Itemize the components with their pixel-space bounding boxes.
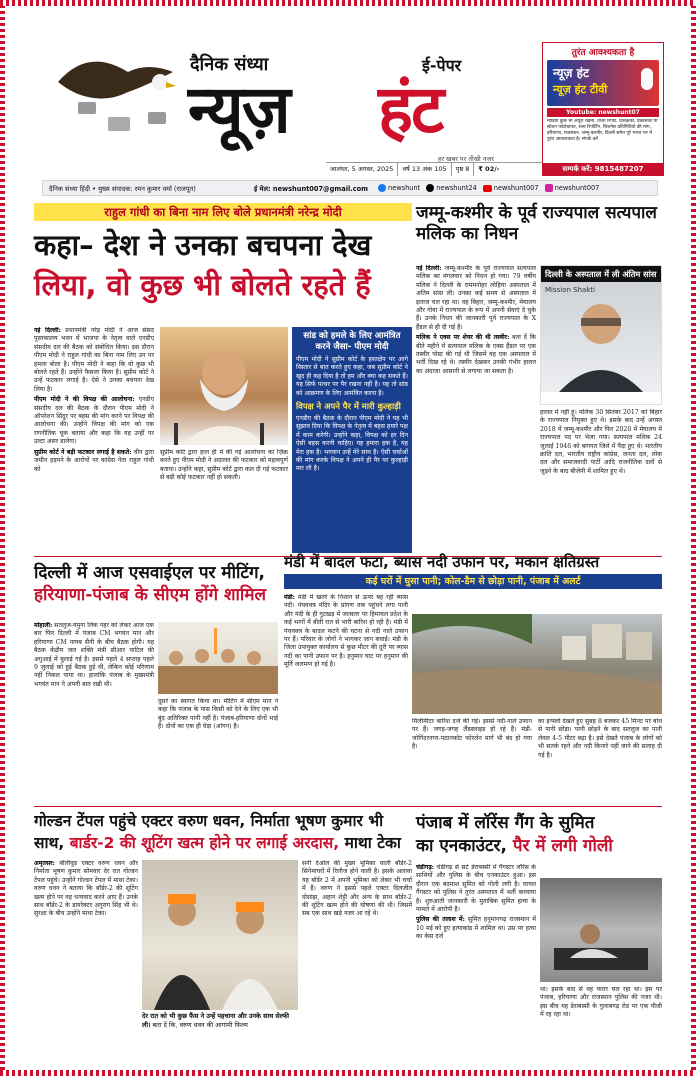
youtube-icon	[483, 185, 492, 192]
bottom-border	[0, 1070, 696, 1076]
actor-photo	[142, 860, 298, 1010]
ad-youtube: Youtube: newshunt07	[547, 108, 659, 117]
headline-part: माथा टेका	[344, 834, 401, 852]
box-subhead: विपक्ष ने अपने पैर में मारी कुल्हाड़ी	[296, 401, 401, 412]
right-border	[691, 6, 696, 1070]
headline-part: पैर में लगी गोली	[512, 836, 613, 856]
ad-title: तुरंत आवश्यकता है	[543, 43, 663, 58]
paragraph: नई दिल्ली: जम्मू-कश्मीर के पूर्व राज्यपाल सत्यपाल मलिक का मंगलवार को निधन हो गया। 79 वर्षीय मलिक ने दिल्ली के राममनोहर लोहिया अस्पताल में अंतिम सांस ली। उनका कई समय से अस्पताल में इलाज चल रहा था। वह बिहार, जम्मू-कश्मीर, मेघालय और गोवा में राज्यपाल के रूप में अपनी सेवाएं दे चुके हैं। उनके निधन की जानकारी पूर्व राज्यपाल के X हैंडल से ही दी गई है।	[416, 265, 536, 331]
email-line: ई मेल: newshunt007@gmail.com	[254, 184, 369, 193]
year-issue: वर्ष 13 अंक 105	[398, 163, 451, 176]
tagline: हर खबर पर तीखी नजर	[438, 155, 494, 163]
story-headline: जम्मू-कश्मीर के पूर्व राज्यपाल सत्यपाल मलिक का निधन	[416, 203, 657, 244]
facebook-icon	[378, 184, 386, 192]
paragraph: चंडीगढ़: चंडीगढ़ से सटे डेराबस्सी में गैंगस्टर लॉरेंस के साथियों और पुलिस के बीच एनकाउंटर हुआ। इस दौरान एक बदमाश सुमित को गोली लगी है। घायल गैंगस्टर को पुलिस ने तुरंत अस्पताल में भर्ती करवाया है। शुरुआती जानकारी के मुताबिक सुमित हत्या के मामले में आरोपी है।	[416, 864, 536, 914]
story-headline-b: लिया, वो कुछ भी बोलते रहते हैं	[34, 268, 371, 302]
paragraph: नई दिल्ली: प्रधानमंत्री नरेंद्र मोदी ने आज संसद पुस्तकालय भवन में भाजपा के नेतृत्व वाले एनडीए संसदीय दल की बैठक को संबोधित किया। इस दौरान पीएम मोदी ने राहुल गांधी का बिना नाम लिए उन पर हमला बोला है। पीएम मोदी ने कहा कि वो कुछ भी बोलते रहते हैं। उन्होंने फैसला किया है। सुप्रीम कोर्ट ने उन्हें फटकार लगाई है। ऐसे ने उनका बचपना देख लिया है।	[34, 327, 154, 393]
story-text-col2: दूसरे का स्वागत किया था। मीटिंग में सीएम मान ने कहा कि पंजाब के पास किसी को देने के लिए एक भी बूंद अतिरिक्त पानी नहीं है। पंजाब-हरियाणा दोनों भाई हैं। दोनों का एक ही घेड़ा (आंगन) है।	[158, 698, 278, 731]
paragraph: सुप्रीम कोर्ट ने बड़ी फटकार लगाई है सकते: चीन द्वारा जमीन हड़पने के आरोपों पर कांग्रेस नेता राहुल गांधी को	[34, 448, 154, 473]
box-text2: एनडीए की बैठक के दौरान पीएम मोदी ने यह भी सुझाव दिया कि विपक्ष के नेतृत्व में बहस हमारे पक्ष में काम करेगी। उन्होंने कहा, विपक्ष को हर दिन ऐसी बहस करनी चाहिए। यह हमारा हक है, यह मेरा हक है। भगवान उन्हें मेरे साथ है। ऐसी चर्चाओं की मांग करके विपक्ष ने अपने ही पैर पर कुल्हाड़ी मार ली है।	[296, 415, 408, 473]
box-title: सांड को हमले के लिए आमंत्रित करने जैसा- पीएम मोदी	[303, 331, 401, 352]
story-modi	[34, 203, 412, 555]
photo-badge: दिल्ली के अस्पताल में ली अंतिम सांस	[541, 266, 661, 282]
date: जालंधर, 5 अगस्त, 2025	[326, 163, 398, 176]
pages: पृष्ठ 8	[452, 163, 475, 176]
caption-tail: बता दें कि, वरुण धवन की आगामी फिल्म	[152, 1020, 248, 1029]
ad-contact: सम्पर्क करें: 9815487207	[543, 163, 663, 175]
story-headline-a: दिल्ली में आज एसवाईएल पर मीटिंग,	[34, 563, 265, 583]
story-text-col2: मिलीमीटर बारिश दर्ज की गई। इससे नदी-नाले उफान पर हैं। जगह-जगह लैंडस्लाइड हो रहे हैं। मंडी-जोगिंदरनगर-पठानकोट फोरलेन मार्ग भी बंद हो गया है।	[412, 718, 532, 751]
headline-part: बार्डर-2 की शूटिंग खत्म होने पर लगाई अरदास,	[69, 834, 340, 852]
social-handle: newshunt	[388, 184, 421, 192]
headline-part: का एनकाउंटर,	[416, 836, 507, 856]
recruitment-ad	[542, 42, 664, 176]
story-headline-a: गोल्डन टेंपल पहुंचे एक्टर वरुण धवन, निर्माता भूषण कुमार भी	[34, 812, 384, 830]
story-text-col1	[34, 327, 154, 553]
malik-photo	[540, 265, 662, 405]
story-text-col2: सुप्रीम कोर्ट द्वारा हाल ही में की गई आलोचना का ज़िक्र करते हुए पीएम मोदी ने अदालत की फटकार को महत्वपूर्ण बताया। उन्होंने कहा, सुप्रीम कोर्ट द्वारा कल दी गई फटकार से बड़ी कोई फटकार नहीं हो सकती।	[160, 449, 288, 482]
story-text-col1	[34, 860, 138, 1060]
story-headline-line2	[416, 835, 662, 858]
masthead	[8, 8, 688, 178]
left-border	[0, 6, 5, 1070]
paragraph: मंडी: मंडी में खतरे के निशान से ऊपर बह रही ब्यास नदी। पंचवक्त्र मंदिर के प्रांगण तक पहुंचने लगा पानी और मंदी के ही गुटखड़ में जलस्तर पर हिमाचल प्रदेश के कई भागों में बीती रात से भारी बारिश हो रही है। मंडी में पंचवक्त्र के बादल फटने की घटना से नदी नाले उफान पर हैं। परिवार के लोगों ने भागकर जान बचाई। मंडी के जिला उपायुक्त कार्यालय से कुछ मीटर की दूरी पर ब्यास नदी का पानी उफान पर है। हनुमान घाट पर हनुमान की मूर्ति जलमग्न हो गई है।	[284, 594, 408, 669]
story-headline-b: हरियाणा-पंजाब के सीएम होंगे शामिल	[34, 585, 267, 605]
top-border	[0, 0, 696, 6]
story-text-col2: सनी देओल की मुख्य भूमिका वाली बॉर्डर-2 सिनेमाघरों में रिलीज होने वाली है। इसके अलावा यह बॉर्डर 2 में अपनी भूमिका को लेकर भी चर्चा में हैं। वरुण ने इससे पहले एक्टर दिलजीत दोसांझ, अहान शेट्टी और अन्य के साथ बॉर्डर-2 की शूटिंग खत्म होने की घोषणा की थी। जिसमें सब एक साथ खड़े नजर आ रहे थे।	[302, 860, 412, 918]
story-syl	[34, 562, 278, 804]
story-headline-a: पंजाब में लॉरेंस गैंग के सुमित	[416, 813, 595, 833]
epaper-label: ई-पेपर	[422, 56, 462, 75]
paragraph: मलिक ने एक्स पर शेयर की थी तस्वीर: बता दें कि बीते महीने में सत्यपाल मलिक के एक्स हैंडल पर एक तस्वीर पोस्ट की गई थी जिसमें वह एक अस्पताल में भर्ती दिख रहे थे। तस्वीर देखकर उनकी गंभीर हालत का अंदाजा आसानी से लगाया जा सकता है।	[416, 334, 536, 375]
story-headline: मंडी में बादल फटा, ब्यास नदी उफान पर, मकान क्षतिग्रस्त	[284, 553, 600, 571]
separator	[34, 806, 662, 807]
x-icon	[426, 184, 434, 192]
social-handle: newshunt24	[436, 184, 477, 192]
modi-sidebar-box	[292, 327, 412, 553]
microphone-icon	[641, 68, 653, 90]
story-encounter	[416, 812, 662, 1062]
paragraph: पीएम मोदी ने की विपक्ष की आलोचना: एनडीए संसदीय दल की बैठक के दौरान पीएम मोदी ने ऑपरेशन सिंदूर पर बहस की मांग करने पर विपक्ष की आलोचना की। उन्होंने विपक्ष की मांग को एक रणनीतिक चूक बताया और कहा कि यह उन्हीं पर उल्टा असर डालेगा।	[34, 396, 154, 446]
editor-line: दैनिक संध्या हिंदी • मुख्य संपादक: रमन कुमार वर्मा (राजपूत)	[49, 184, 196, 193]
story-text-col3: का इन्फ्लो देखते हुए सुबह 8 बजकर 45 मिनट पर बांध से पानी छोड़ा। पानी छोड़ने के बाद सतलुज का पानी लेवल 4-5 मीटर बढ़ा है। इसे देखते पंजाब के लोगों को भी सतर्क रहने और नदी किनारे नहीं जाने की सलाह दी गई है।	[538, 718, 662, 759]
price: ₹ 02/-	[478, 165, 500, 173]
paragraph: मोहाली: सतलुज-यमुना लिंक नहर को लेकर आज एक बार फिर दिल्ली में पंजाब CM भगवंत मान और हरियाणा CM नायब सैनी के बीच बैठक होगी। यह बैठक केंद्रीय जल शक्ति मंत्री सीआर पाटिल की अगुआई में बुलाई गई है। इससे पहले 4 सप्ताह पहले 9 जुलाई को हुई बैठक हुई थी, लेकिन कोई परिणाम नहीं निकल पाया था। हालांकि पंजाब के मुख्यमंत्री भगवंत मान ने अपनी बात रखी थी।	[34, 622, 154, 688]
logo-news: न्यूज़	[188, 71, 289, 148]
story-mandi	[284, 550, 662, 804]
social-facebook[interactable]	[378, 184, 420, 192]
info-bar	[42, 180, 658, 196]
story-subhead: कई घरों में घुसा पानी; कोल-डैम से छोड़ा पानी, पंजाब में अलर्ट	[284, 574, 662, 589]
story-golden-temple	[34, 810, 412, 1062]
social-youtube[interactable]	[483, 184, 539, 192]
caption-bold: देर रात को भी कुछ फैंस ने उन्हें पहचाना और उनके साथ सेल्फी ली।	[142, 1012, 290, 1029]
ad-body: मीडिया कुछ भी अधूरा रखना, ताजा रिपोर्ट, प्रशिक्षकों, प्रकाशकों या स्टेशन फोटोग्राफर, सत्य रिपोर्टिंग, बिजनेस प्रतिनिधियों की मांग, हरियाणा, राजस्थान, जम्मू-कश्मीर, दिल्ली समेत पूरे भारत भर में तुरंत आवश्यकता है। संपर्क करें	[547, 119, 658, 142]
story-text-col1	[284, 594, 408, 802]
encounter-photo	[540, 878, 662, 982]
story-text-col1	[34, 622, 154, 804]
meeting-photo	[158, 622, 278, 694]
logo-hunt: हंट	[378, 71, 443, 148]
story-text-col2: था। इसके बाद से वह फरार चल रहा था। इस पर पंजाब, हरियाणा और राजस्थान पुलिस की नजर थी। इस बीच यह डेराबस्सी के गुलाबगढ़ रोड पर एक पीजी में रह रहा था।	[540, 986, 662, 1019]
ad-logo: न्यूज़ हंट	[553, 66, 590, 80]
eagle-emblem	[48, 42, 178, 142]
daily-label: दैनिक संध्या	[190, 54, 269, 75]
modi-photo	[160, 327, 288, 445]
instagram-icon	[545, 184, 553, 192]
social-instagram[interactable]	[545, 184, 600, 192]
story-headline-a: कहा– देश ने उनका बचपना देख	[34, 228, 372, 262]
paragraph: पुलिस की तलाश में: सुमित हनुमानगढ़ राजस्थान में 10 मई को हुए हत्याकांड में शामिल था। उस पर हत्या का केस दर्ज	[416, 916, 536, 941]
story-headline-line2	[34, 832, 412, 854]
social-handle: newshunt007	[554, 184, 600, 192]
paragraph: अमृतसर: बॉलीवुड एक्टर वरुण धवन और निर्माता भूषण कुमार सोमवार देर रात गोल्डन टेंपल पहुंचे। उन्होंने गोल्डन टेंपल में माथा टेका। वरुण धवन ने बताया कि बॉर्डर-2 की शूटिंग खत्म होने पर वह धन्यवाद करने आए हैं। उनके साथ बॉर्डर-2 के डायरेक्टर अनुराग सिंह भी थे। सुरक्षा के बीच उन्होंने माथा टेका।	[34, 860, 138, 918]
story-text-col1	[416, 265, 536, 491]
ad-tv: न्यूज़ हंट टीवी	[553, 83, 608, 96]
headline-part: साथ,	[34, 834, 65, 852]
photo-caption	[142, 1012, 298, 1060]
story-text-col1	[416, 864, 536, 1060]
social-handle: newshunt007	[493, 184, 539, 192]
box-text1: पीएम मोदी ने सुप्रीम कोर्ट के हस्तक्षेप पर आगे विस्तार से बात करते हुए कहा, जब सुप्रीम कोर्ट ने खुद ही कह दिया है तो हम और क्या कह सकते हैं। यह सिर्फ पत्थर पर पैर रखना नहीं है। यह तो सांड को आक्रमण के लिए आमंत्रित करना है।	[296, 356, 408, 397]
photo-caption: Mission Shakti	[545, 286, 596, 294]
flood-photo	[412, 614, 662, 714]
story-kicker: राहुल गांधी का बिना नाम लिए बोले प्रधानमंत्री नरेन्द्र मोदी	[34, 203, 412, 221]
story-text-col2: हालत में नहीं हूं। मलिक 30 सितंबर 2017 को बिहार के राज्यपाल नियुक्त हुए थे। इसके बाद उन्हें अगस्त 2018 में जम्मू-कश्मीर और फिर 2020 में मेघालय में राज्यपाल पद पर भेजा गया। सत्यपाल मलिक 24 जुलाई 1946 को बागपत जिले में पैदा हुए थे। भारतीय क्रांति दल, भारतीय राष्ट्रीय कांग्रेस, जनता दल, लोक दल और समाजवादी पार्टी आदि राजनीतिक दलों से जुड़ने के बाद बीजेपी में शामिल हुए थे।	[540, 409, 662, 475]
dateline-bar	[326, 162, 544, 176]
story-malik	[416, 203, 662, 555]
ad-banner	[547, 60, 659, 106]
social-x[interactable]	[426, 184, 477, 192]
